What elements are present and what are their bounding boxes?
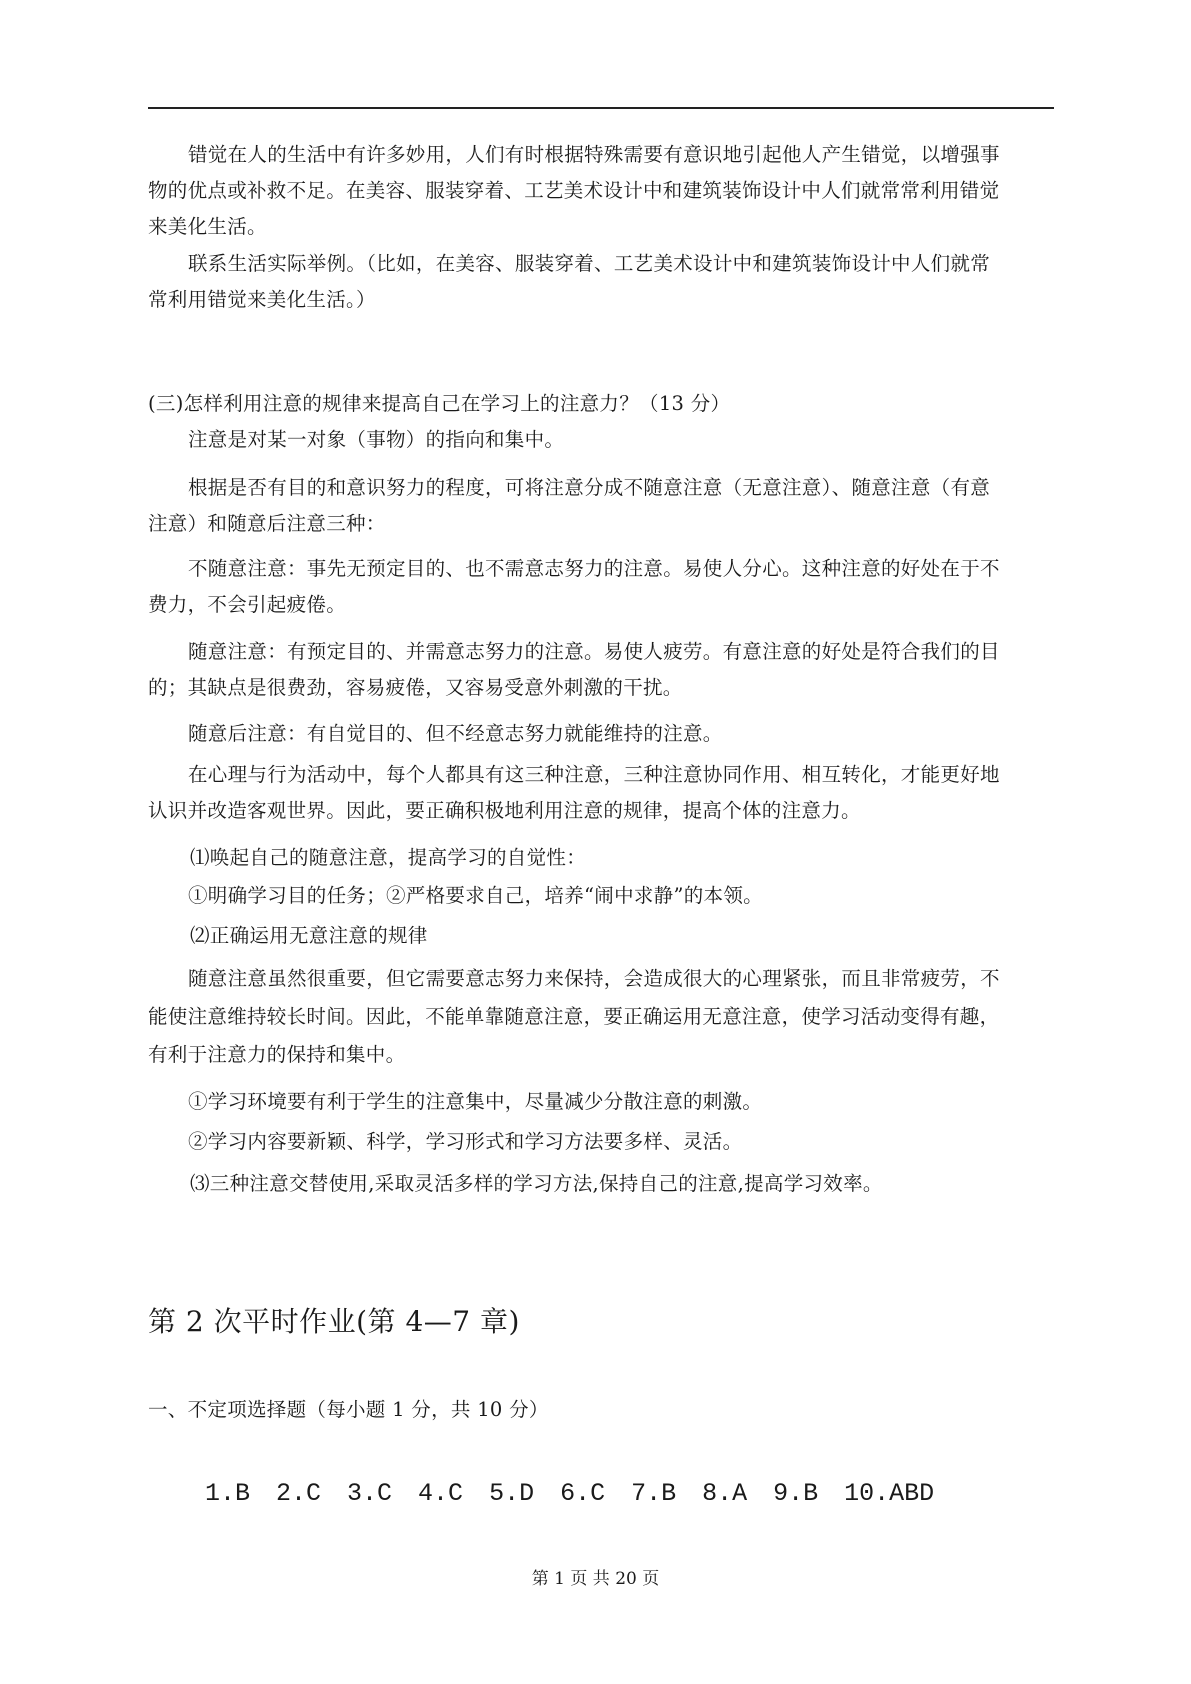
paragraph-line: 随意注意虽然很重要，但它需要意志努力来保持，会造成很大的心理紧张，而且非常疲劳，不	[188, 967, 1000, 990]
paragraph-line: 来美化生活。	[148, 215, 267, 238]
question-heading: (三)怎样利用注意的规律来提高自己在学习上的注意力？（13 分）	[148, 392, 731, 415]
homework-title: 第 2 次平时作业(第 4—7 章)	[148, 1305, 520, 1338]
paragraph-line: 物的优点或补救不足。在美容、服装穿着、工艺美术设计中和建筑装饰设计中人们就常常利用错觉	[148, 179, 1000, 202]
point-heading: ⑴唤起自己的随意注意，提高学习的自觉性：	[190, 846, 587, 869]
paragraph-line: 在心理与行为活动中，每个人都具有这三种注意，三种注意协同作用、相互转化，才能更好地	[188, 763, 1000, 786]
answer-item: 7.B	[631, 1479, 677, 1508]
paragraph-line: 有利于注意力的保持和集中。	[148, 1043, 406, 1066]
answer-item: 3.C	[347, 1479, 393, 1508]
paragraph-line: 的；其缺点是很费劲，容易疲倦，又容易受意外刺激的干扰。	[148, 676, 683, 699]
paragraph-line: 常利用错觉来美化生活。）	[148, 288, 376, 311]
paragraph-line: ①明确学习目的任务；②严格要求自己，培养“闹中求静”的本领。	[188, 884, 763, 907]
answer-item: 4.C	[418, 1479, 464, 1508]
answer-item: 1.B	[205, 1479, 251, 1508]
header-rule	[148, 107, 1054, 109]
paragraph-line: 能使注意维持较长时间。因此，不能单靠随意注意，要正确运用无意注意，使学习活动变得有趣，	[148, 1005, 1000, 1028]
paragraph-line: 根据是否有目的和意识努力的程度，可将注意分成不随意注意（无意注意）、随意注意（有意	[188, 476, 991, 499]
paragraph-line: 随意注意：有预定目的、并需意志努力的注意。易使人疲劳。有意注意的好处是符合我们的目	[188, 640, 1000, 663]
section-heading: 一、不定项选择题（每小题 1 分，共 10 分）	[148, 1398, 549, 1421]
answer-item: 5.D	[489, 1479, 535, 1508]
paragraph-line: 联系生活实际举例。（比如，在美容、服装穿着、工艺美术设计中和建筑装饰设计中人们就常	[188, 252, 991, 275]
paragraph-line: ②学习内容要新颖、科学，学习形式和学习方法要多样、灵活。	[188, 1130, 743, 1153]
point-heading: ⑵正确运用无意注意的规律	[190, 924, 428, 947]
paragraph-line: ①学习环境要有利于学生的注意集中，尽量减少分散注意的刺激。	[188, 1090, 763, 1113]
answer-item: 8.A	[702, 1479, 748, 1508]
answer-item: 10.ABD	[844, 1479, 935, 1508]
paragraph-line: 不随意注意：事先无预定目的、也不需意志努力的注意。易使人分心。这种注意的好处在于不	[188, 557, 1000, 580]
point-heading: ⑶三种注意交替使用,采取灵活多样的学习方法,保持自己的注意,提高学习效率。	[190, 1172, 883, 1195]
paragraph-line: 随意后注意：有自觉目的、但不经意志努力就能维持的注意。	[188, 722, 723, 745]
answer-item: 9.B	[773, 1479, 819, 1508]
answer-item: 2.C	[276, 1479, 322, 1508]
answer-list	[205, 1478, 960, 1510]
paragraph-line: 费力，不会引起疲倦。	[148, 593, 347, 616]
page-footer: 第 1 页 共 20 页	[531, 1569, 660, 1589]
paragraph-line: 注意）和随意后注意三种：	[148, 512, 386, 535]
paragraph-line: 注意是对某一对象（事物）的指向和集中。	[188, 428, 565, 451]
paragraph-line: 认识并改造客观世界。因此，要正确积极地利用注意的规律，提高个体的注意力。	[148, 799, 861, 822]
answer-item: 6.C	[560, 1479, 606, 1508]
paragraph-line: 错觉在人的生活中有许多妙用，人们有时根据特殊需要有意识地引起他人产生错觉，以增强事	[188, 143, 1000, 166]
